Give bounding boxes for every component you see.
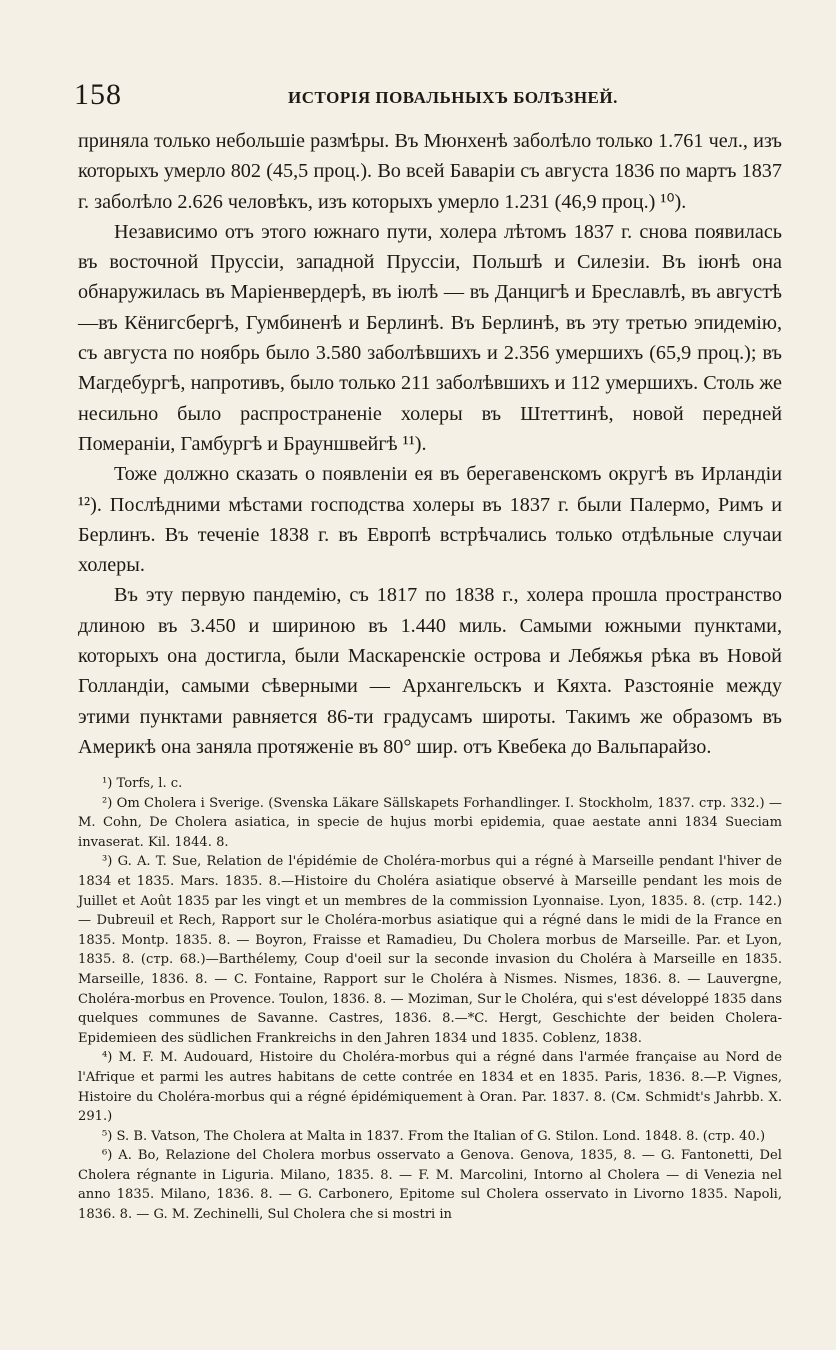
paragraph: приняла только небольшіе размѣры. Въ Мюнхенѣ заболѣло только 1.761 чел., изъ которыхъ умерло 802 (45,5 проц.). Во всей Баваріи съ августа 1836 по мартъ 1837 г. заболѣло 2.626 человѣкъ, изъ которыхъ умерло 1.231 (46,9 проц.) ¹⁰). <box>78 130 782 213</box>
footnotes <box>78 774 782 1225</box>
main-text <box>78 126 782 762</box>
page-header <box>74 78 778 118</box>
footnote: ⁶) A. Bo, Relazione del Cholera morbus osservato a Genova. Genova, 1835, 8. — G. Fantonetti, Del Cholera régnante in Liguria. Milano, 1835. 8. — F. M. Marcolini, Intorno al Cholera — di Venezia nel anno 1835. Milano, 1836. 8. — G. Carbonero, Epitome sul Cholera osservato in Livorno 1835. Napoli, 1836. 8. — G. M. Zechinelli, Sul Cholera che si mostri in <box>78 1148 782 1223</box>
footnote: ²) Om Cholera i Sverige. (Svenska Läkare Sällskapets Forhandlinger. I. Stockholm, 1837. стр. 332.) — M. Cohn, De Cholera asiatica, in specie de hujus morbi epidemia, quae aestate anni 1834 Sueciam invaserat. Kil. 1844. 8. <box>78 795 782 850</box>
footnote: ¹) Torfs, l. c. <box>102 776 183 791</box>
paragraph: Въ эту первую пандемію, съ 1817 по 1838 г., холера прошла пространство длиною въ 3.450 и шириною въ 1.440 миль. Самыми южными пунктами, которыхъ она достигла, были Маскаренскіе острова и Лебяжья рѣка въ Новой Голландіи, самыми сѣверными — Архангельскъ и Кяхта. Разстояніе между этими пунктами равняется 86-ти градусамъ широты. Такимъ же образомъ въ Америкѣ она заняла протяженіе въ 80° шир. отъ Квебека до Вальпарайзо. <box>78 584 782 758</box>
running-title: ИСТОРІЯ ПОВАЛЬНЫХЪ БОЛѢЗНЕЙ. <box>288 88 618 107</box>
paragraph: Независимо отъ этого южнаго пути, холера лѣтомъ 1837 г. снова появилась въ восточной Пруссіи, западной Пруссіи, Польшѣ и Силезіи. Въ іюнѣ она обнаружилась въ Маріенвердерѣ, въ іюлѣ — въ Данцигѣ и Бреславлѣ, въ августѣ—въ Кёнигсбергѣ, Гумбиненѣ и Берлинѣ. Въ Берлинѣ, въ эту третью эпидемію, съ августа по ноябрь было 3.580 заболѣвшихъ и 2.356 умершихъ (65,9 проц.); въ Магдебургѣ, напротивъ, было только 211 заболѣвшихъ и 112 умершихъ. Столь же несильно было распространеніе холеры въ Штеттинѣ, новой передней Помераніи, Гамбургѣ и Брауншвейгѣ ¹¹). <box>78 220 782 455</box>
footnote: ³) G. A. T. Sue, Relation de l'épidémie de Choléra-morbus qui a régné à Marseille pendant l'hiver de 1834 et 1835. Mars. 1835. 8.—Histoire du Choléra asiatique observé à Marseille pendant les mois de Juillet et Août 1835 par les vingt et un membres de la commission Lyonnaise. Lyon, 1835. 8. (стр. 142.) — Dubreuil et Rech, Rapport sur le Choléra-morbus asiatique qui a régné dans le midi de la France en 1835. Montp. 1835. 8. — Boyron, Fraisse et Ramadieu, Du Cholera morbus de Marseille. Par. et Lyon, 1835. 8. (стр. 68.)—Barthélemy, Coup d'oeil sur la seconde invasion du Choléra à Marseille en 1835. Marseille, 1836. 8. — C. Fontaine, Rapport sur le Choléra à Nismes. Nismes, 1836. 8. — Lauvergne, Choléra-morbus en Provence. Toulon, 1836. 8. — Moziman, Sur le Choléra, qui s'est développé 1835 dans quelques communes de Savanne. Castres, 1836. 8.—*C. Hergt, Geschichte der beiden Cholera-Epidemieen des südlichen Frankreichs in den Jahren 1834 und 1835. Coblenz, 1838. <box>78 854 782 1046</box>
footnote: ⁵) S. B. Vatson, The Cholera at Malta in 1837. From the Italian of G. Stilon. Lond. 1848. 8. (стр. 40.) <box>102 1128 766 1144</box>
paragraph: Тоже должно сказать о появленіи ея въ берегавенскомъ округѣ въ Ирландіи ¹²). Послѣдними мѣстами господства холеры въ 1837 г. были Палермо, Римъ и Берлинъ. Въ теченіе 1838 г. въ Европѣ встрѣчались только отдѣльные случаи холеры. <box>78 463 782 577</box>
page-number: 158 <box>74 78 122 111</box>
footnote: ⁴) M. F. M. Audouard, Histoire du Choléra-morbus qui a régné dans l'armée française au Nord de l'Afrique et parmi les autres habitans de cette contrée en 1834 et en 1835. Paris, 1836. 8.—P. Vignes, Histoire du Choléra-morbus qui a régné épidémiquement à Oran. Par. 1837. 8. (См. Schmidt's Jahrbb. X. 291.) <box>78 1050 782 1125</box>
